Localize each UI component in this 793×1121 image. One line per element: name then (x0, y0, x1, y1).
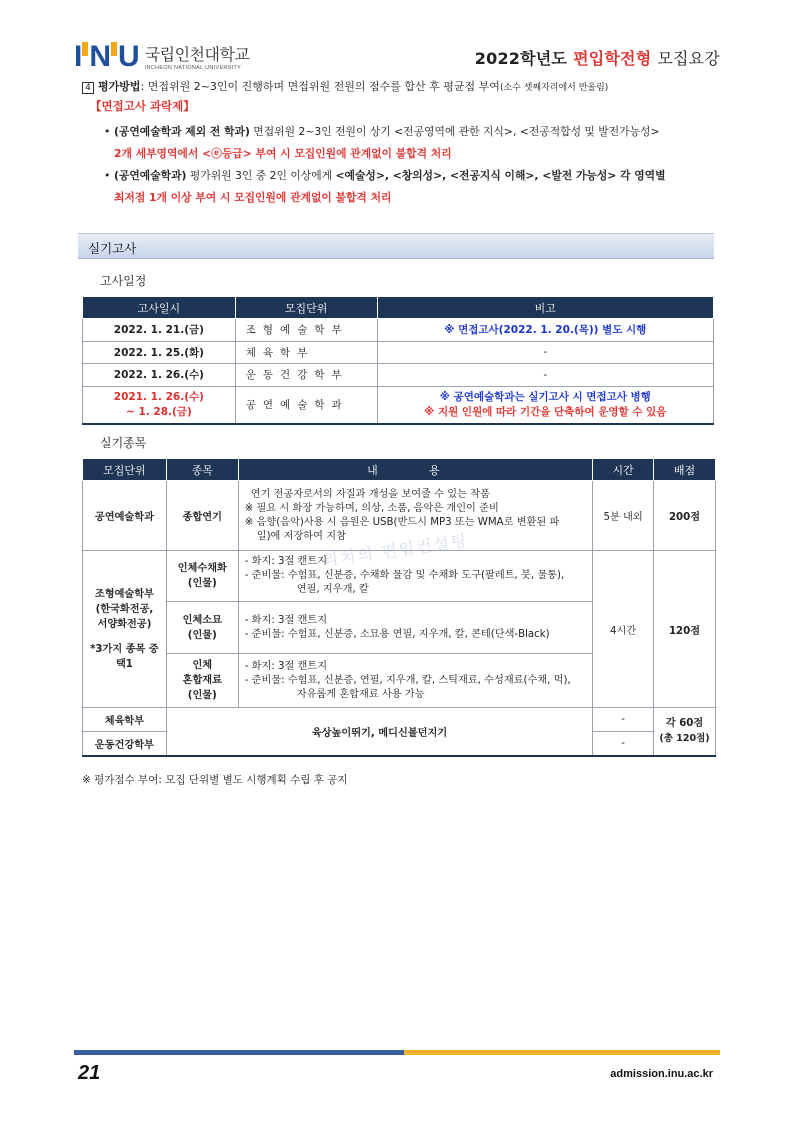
logo-english-name: INCHEON NATIONAL UNIVERSITY (144, 65, 242, 71)
schedule-date: 2022. 1. 26.(수) (83, 364, 236, 387)
website-link[interactable]: admission.inu.ac.kr (610, 1068, 713, 1080)
practical-items-table (82, 458, 716, 757)
score-note: ※ 평가점수 부여: 모집 단위별 별도 시행계획 수립 후 공지 (82, 774, 348, 786)
unit-fine-arts: 조형예술학부 (한국화전공, 서양화전공) *3가지 종목 중 택1 (83, 551, 167, 708)
table-row (83, 341, 714, 364)
date-start: 2021. 1. 26.(수) (113, 390, 204, 403)
col-header-score: 배점 (654, 459, 716, 481)
page-header (74, 36, 720, 76)
score-performing-arts: 200점 (654, 481, 716, 551)
unit-physical-education: 체육학부 (83, 708, 167, 732)
bullet1-red-text: 2개 세부영역에서 <ⓔ등급> 부여 시 모집인원에 관계없이 불합격 처리 (114, 147, 452, 160)
col-header-unit: 모집단위 (83, 459, 167, 481)
event-sports: 육상높이뛰기, 메디신볼던지기 (166, 708, 592, 756)
logo-korean-name: 국립인천대학교 (144, 45, 250, 64)
content-line: ※ 음향(음악)사용 시 음원은 USB(반드시 MP3 또는 WMA로 변환된 파 (244, 516, 560, 528)
table-header-row (83, 459, 716, 481)
schedule-note: - (377, 364, 713, 387)
date-end: ~ 1. 28.(금) (126, 405, 192, 418)
event-acting: 종합연기 (166, 481, 238, 551)
event-mixed-media: 인체 혼합재료 (인물) (166, 654, 238, 708)
table-header-row (83, 297, 714, 319)
note-line-red: ※ 지원 인원에 따라 기간을 단축하여 운영할 수 있음 (424, 405, 667, 418)
title-year: 2022학년도 (474, 49, 568, 68)
watermark: 리치의 편입컨설팅 (321, 530, 470, 571)
bullet1-text: 면접위원 2~3인 전원이 상기 <전공영역에 관한 지식>, <전공적합성 및 발전가능성> (249, 125, 660, 138)
col-header-unit: 모집단위 (235, 297, 377, 319)
title-suffix: 모집요강 (657, 49, 720, 68)
section-title: 실기고사 (88, 241, 137, 256)
table-row (83, 708, 716, 732)
table-row (83, 319, 714, 342)
cutoff-bullet-performing-arts: • (공연예술학과) 평가위원 3인 중 2인 이상에게 <예술성>, <창의성>, <전공지식 이해>, <발전 가능성> 각 영역별 최저점 1개 이상 부여 시 모집인원에 관계없이 불합격 처리 (104, 165, 714, 209)
schedule-unit: 조형예술학부 (235, 319, 377, 342)
bullet2-bold2: <예술성>, <창의성>, <전공지식 이해>, <발전 가능성> 각 영역별 (335, 169, 666, 182)
bullet2-bold: (공연예술학과) (114, 169, 187, 182)
content-drawing: - 화지: 3절 캔트지 - 준비물: 수험표, 신분증, 소묘용 연필, 지우개, 칼, 콘테(단색-Black) (238, 602, 592, 654)
interview-cutoff-heading: 【면접고사 과락제】 (90, 99, 195, 113)
title-highlight: 편입학전형 (573, 49, 652, 68)
col-header-date: 고사일시 (83, 297, 236, 319)
section-bar-practical-exam (78, 233, 714, 259)
col-header-content: 내 용 (238, 459, 592, 481)
evaluation-method (82, 78, 712, 94)
time-performing-arts: 5분 내외 (593, 481, 654, 551)
time-fine-arts: 4시간 (593, 551, 654, 708)
schedule-unit: 체육학부 (235, 341, 377, 364)
schedule-unit: 운동건강학부 (235, 364, 377, 387)
content-line: 연기 전공자로서의 자질과 개성을 보여줄 수 있는 작품 (250, 488, 490, 500)
content-watercolor: - 화지: 3절 캔트지 - 준비물: 수험표, 신분증, 수채화 물감 및 수채화 도구(팔레트, 붓, 물통), 연필, 지우개, 칼 (238, 551, 592, 602)
items-label: 실기종목 (100, 436, 147, 450)
col-header-note: 비고 (377, 297, 713, 319)
content-mixed-media: - 화지: 3절 캔트지 - 준비물: 수험표, 신분증, 연필, 지우개, 칼, 스틱재료, 수성재료(수채, 먹), 자유롭게 혼합재료 사용 가능 (238, 654, 592, 708)
score-fine-arts: 120점 (654, 551, 716, 708)
footer-bar-yellow (404, 1050, 720, 1055)
score-sports: 각 60점 (총 120점) (654, 708, 716, 756)
evaluation-label: 평가방법 (98, 80, 141, 93)
university-logo[interactable] (74, 38, 249, 72)
inu-logo-mark: I N U (74, 40, 139, 73)
schedule-date: 2022. 1. 21.(금) (83, 319, 236, 342)
content-line: 일)에 저장하여 지참 (256, 530, 346, 542)
schedule-note: ※ 면접고사(2022. 1. 20.(목)) 별도 시행 (377, 319, 713, 342)
table-row (83, 386, 714, 424)
event-drawing: 인체소묘 (인물) (166, 602, 238, 654)
schedule-date: 2022. 1. 25.(화) (83, 341, 236, 364)
table-row (83, 364, 714, 387)
col-header-event: 종목 (166, 459, 238, 481)
schedule-date-range (83, 386, 236, 424)
schedule-table (82, 296, 714, 425)
page-number: 21 (78, 1062, 101, 1084)
content-line: ※ 필요 시 화장 가능하며, 의상, 소품, 음악은 개인이 준비 (244, 502, 499, 514)
time-exercise-health: - (593, 732, 654, 756)
unit-performing-arts: 공연예술학과 (83, 481, 167, 551)
footer-bar-blue (74, 1050, 404, 1055)
bullet2-red-text: 최저점 1개 이상 부여 시 모집인원에 관계없이 불합격 처리 (114, 191, 392, 204)
schedule-label: 고사일정 (100, 274, 147, 288)
document-title (475, 46, 720, 69)
evaluation-small-note: (소수 셋째자리에서 반올림) (499, 83, 609, 93)
item-number: 4 (82, 82, 94, 94)
schedule-unit: 공연예술학과 (235, 386, 377, 424)
cutoff-bullet-general: • (공연예술학과 제외 전 학과) 면접위원 2~3인 전원이 상기 <전공영역에 관한 지식>, <전공적합성 및 발전가능성> 2개 세부영역에서 <ⓔ등급> 부여 시 모집인원에 관계없이 불합격 처리 (104, 121, 714, 165)
bullet1-bold: (공연예술학과 제외 전 학과) (114, 125, 250, 138)
schedule-note (377, 386, 713, 424)
evaluation-text: : 면접위원 2~3인이 진행하며 면접위원 전원의 점수를 합산 후 평균점 부여 (140, 80, 500, 93)
col-header-time: 시간 (593, 459, 654, 481)
unit-exercise-health: 운동건강학부 (83, 732, 167, 756)
note-line-blue: ※ 공연예술학과는 실기고사 시 면접고사 병행 (439, 390, 651, 403)
schedule-note: - (377, 341, 713, 364)
bullet2-text: 평가위원 3인 중 2인 이상에게 (186, 169, 336, 182)
event-watercolor: 인체수채화 (인물) (166, 551, 238, 602)
time-physical-education: - (593, 708, 654, 732)
